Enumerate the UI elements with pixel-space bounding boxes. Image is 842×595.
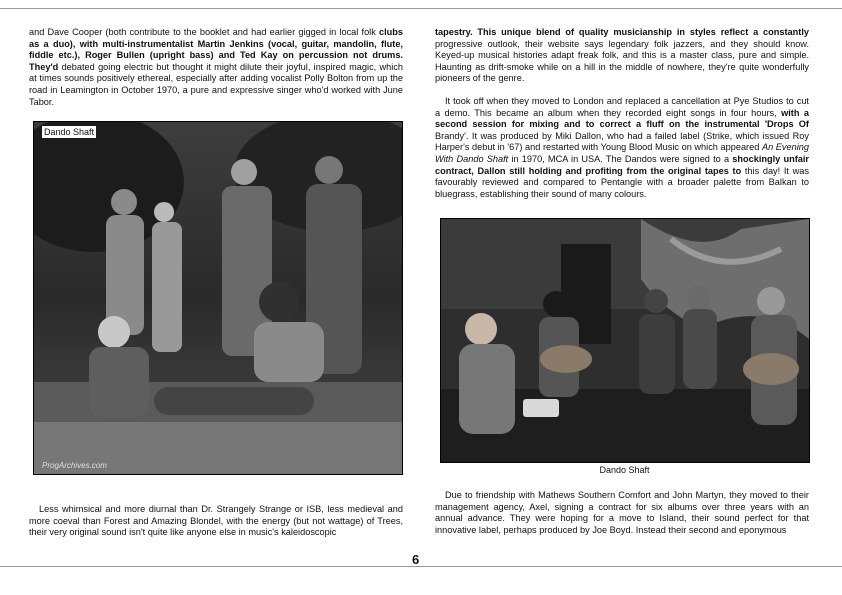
right-column-bottom-text	[435, 490, 809, 536]
band-photo-outdoor-image	[34, 122, 402, 474]
right-paragraph-2: It took off when they moved to London and replaced a cancellation at Pye Studios to cut a demo. This became an album when they recorded eight songs in four hours, with a second session for mixing and to correct a fluff on the instrumental 'Drops Of Brandy'. It was produced by Miki Dallon, who had a failed label (Strike, which issued Roy Harper's debut in '67) and restarted with Young Blood Music on which appeared An Evening With Dando Shaft in 1970, MCA in USA. The Dandos were signed to a shockingly unfair contract, Dallon still holding and profiting from the original tapes to this day! It was favourably reviewed and compared to Pentangle with a broader palette from Balkan to bluegrass, establishing their sound of many colours.	[435, 95, 809, 199]
right-paragraph-3: Due to friendship with Mathews Southern Comfort and John Martyn, they moved to their management agency, Axel, signing a contract for six albums over three years with an annual advance. They were hoping for a move to Island, their sound perfect for that innovative label, perhaps produced by Joe Boyd. Instead their second and eponymous	[435, 490, 809, 535]
right-column-top-text	[435, 27, 809, 200]
left-paragraph-2: Less whimsical and more diurnal than Dr. Strangely Strange or ISB, less medieval and more coeval than Forest and Amazing Blondel, with the energy (but not wattage) of Trees, their very original sound isn't quite like anyone else in music's kaleidoscopic	[29, 504, 403, 538]
studio-photo-caption: Dando Shaft	[599, 465, 650, 475]
bottom-rule	[0, 566, 842, 567]
photo-watermark: ProgArchives.com	[42, 461, 107, 470]
band-photo-studio-image	[441, 219, 809, 462]
page-number: 6	[412, 552, 420, 567]
left-column-top-text	[29, 27, 403, 108]
top-rule	[0, 8, 842, 9]
left-column-bottom-text	[29, 504, 403, 539]
left-paragraph-1: and Dave Cooper (both contribute to the booklet and had earlier gigged in local folk clubs as a duo), with multi-instrumentalist Martin Jenkins (vocal, guitar, mandolin, flute, fiddle etc.), Roger Bullen (upright bass) and Ted Kay on percussion not drums. They'd debated going electric but thought it might dilute their joyful, inspired magic, which at times sounds positively ethereal, especially after adding vocalist Polly Bolton from up the road in Leamington in October 1970, a pure and expressive singer who'd worked with June Tabor.	[29, 27, 404, 107]
photo-caption-label: Dando Shaft	[44, 127, 95, 137]
right-paragraph-1: tapestry. This unique blend of quality musicianship in styles reflect a constantly progressive outlook, their website says legendary folk jazzers, and they should know. Keyed-up musical histories adapt freak folk, and this is a master class, pure and simple. Haunting as drift-smoke while on a hill in the middle of nowhere, they're quite wonderfully pioneers of the genre.	[435, 27, 809, 84]
band-photo-outdoor	[33, 121, 403, 475]
band-photo-studio	[440, 218, 810, 463]
